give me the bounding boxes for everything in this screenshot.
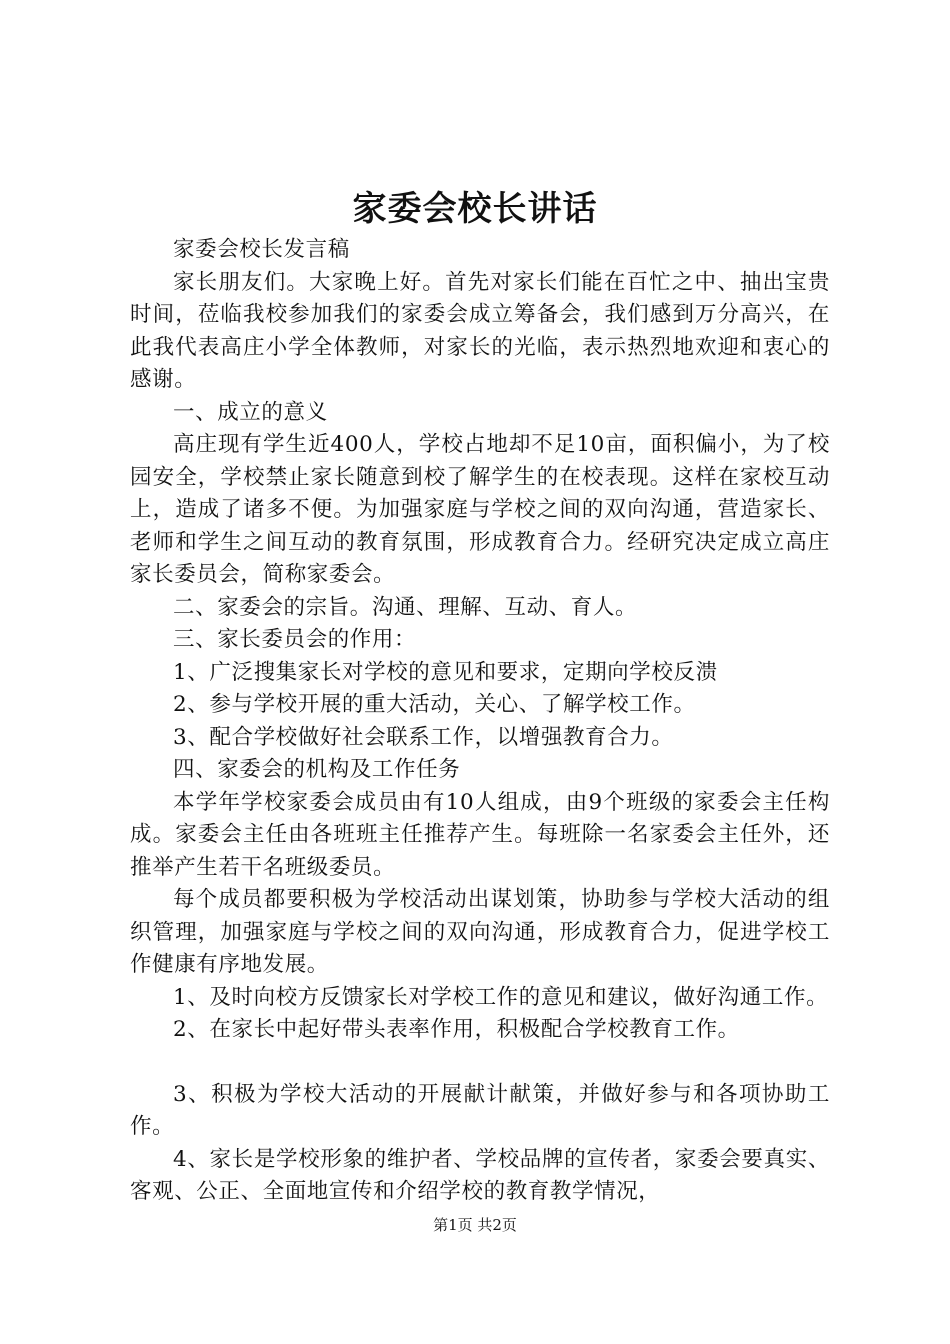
list-item-task-4: 4、家长是学校形象的维护者、学校品牌的宣传者，家委会要真实、客观、公正、全面地宣传和介绍学校的教育教学情况， bbox=[130, 1146, 830, 1204]
list-item-task-2: 2、在家长中起好带头表率作用，积极配合学校教育工作。 bbox=[173, 1017, 740, 1042]
list-item-task-1: 1、及时向校方反馈家长对学校工作的意见和建议，做好沟通工作。 bbox=[173, 984, 829, 1010]
list-item-role-1: 1、广泛搜集家长对学校的意见和要求，定期向学校反溃 bbox=[173, 659, 718, 685]
section-heading-4: 四、家委会的机构及工作任务 bbox=[173, 757, 461, 782]
page-number-footer: 第1页 共2页 bbox=[433, 1216, 517, 1234]
list-item-role-2: 2、参与学校开展的重大活动，关心、了解学校工作。 bbox=[173, 692, 696, 717]
list-item-task-3: 3、积极为学校大活动的开展献计献策，并做好参与和各项协助工作。 bbox=[130, 1081, 830, 1139]
paragraph-subtitle: 家委会校长发言稿 bbox=[173, 237, 350, 262]
paragraph-members: 本学年学校家委会成员由有10人组成，由9个班级的家委会主任构成。家委会主任由各班班主任推荐产生。每班除一名家委会主任外，还推举产生若干名班级委员。 bbox=[130, 789, 830, 880]
paragraph-duties: 每个成员都要积极为学校活动出谋划策，协助参与学校大活动的组织管理，加强家庭与学校之间的双向沟通，形成教育合力，促进学校工作健康有序地发展。 bbox=[130, 887, 830, 977]
section-heading-1: 一、成立的意义 bbox=[173, 399, 328, 425]
list-item-role-3: 3、配合学校做好社会联系工作，以增强教育合力。 bbox=[173, 724, 674, 750]
paragraph-greeting: 家长朋友们。大家晚上好。首先对家长们能在百忙之中、抽出宝贵时间，莅临我校参加我们的家委会成立筹备会，我们感到万分高兴，在此我代表高庄小学全体教师，对家长的光临，表示热烈地欢迎和衷心的感谢。 bbox=[130, 269, 830, 392]
section-heading-3: 三、家长委员会的作用： bbox=[173, 627, 417, 652]
section-heading-2: 二、家委会的宗旨。沟通、理解、互动、育人。 bbox=[173, 594, 638, 620]
document-body bbox=[130, 234, 830, 1209]
paragraph-significance: 高庄现有学生近400人，学校占地却不足10亩，面积偏小，为了校园安全，学校禁止家长随意到校了解学生的在校表现。这样在家校互动上，造成了诸多不便。为加强家庭与学校之间的双向沟通，营造家长、老师和学生之间互动的教育氛围，形成教育合力。经研究决定成立高庄家长委员会，简称家委会。 bbox=[130, 432, 830, 587]
document-title: 家委会校长讲话 bbox=[352, 189, 598, 229]
